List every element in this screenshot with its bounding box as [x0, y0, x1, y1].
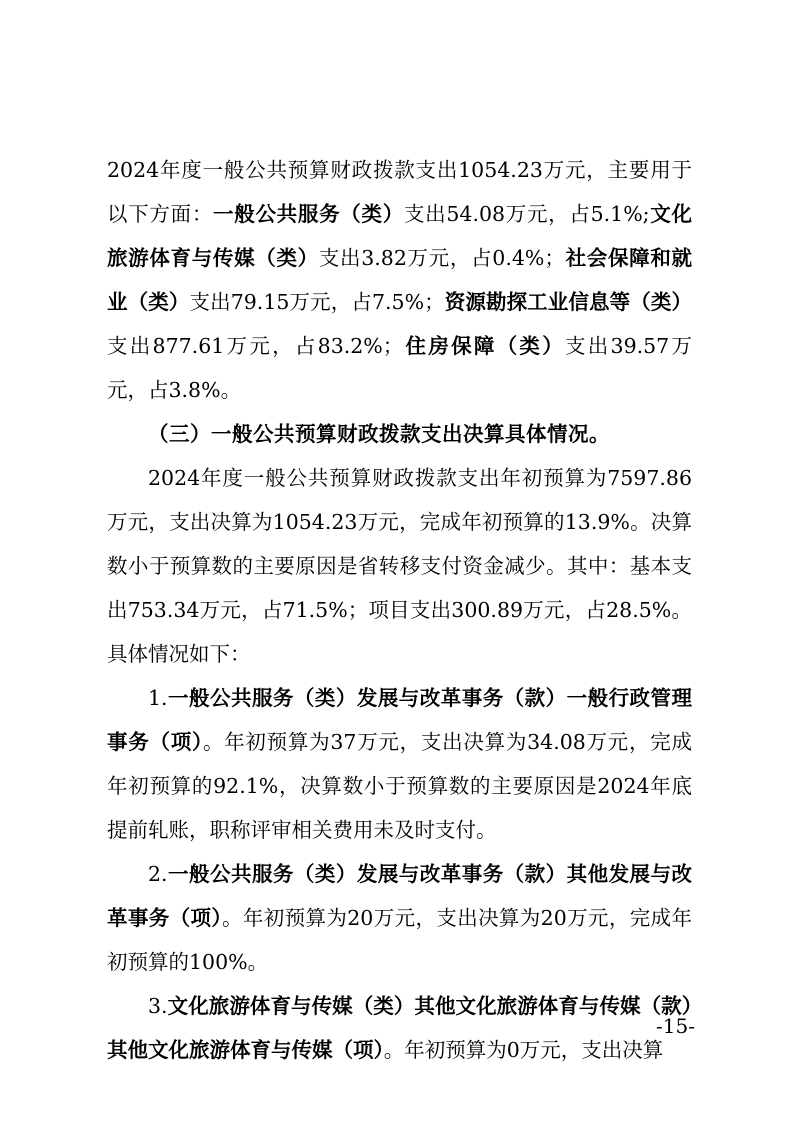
list-item-2 — [107, 852, 692, 984]
bold-category: 资源勘探工业信息等（类） — [444, 290, 693, 314]
list-item-3 — [107, 984, 692, 1072]
text-span: 支出39.57万元，占3.8%。 — [107, 334, 692, 402]
text-span: 支出54.08万元，占5.1%; — [403, 202, 650, 226]
bold-category: 社会保障和就业（类） — [107, 246, 693, 314]
paragraph-expenditure-summary — [107, 148, 692, 412]
section-heading: （三）一般公共预算财政拨款支出决算具体情况。 — [148, 422, 610, 446]
item-text: 。年初预算为20万元，支出决算为20万元，完成年初预算的100%。 — [107, 906, 693, 974]
item-text: 。年初预算为37万元，支出决算为34.08万元，完成年初预算的92.1%，决算数小于预算数的主要原因是2024年底提前轧账，职称评审相关费用未及时支付。 — [107, 730, 692, 842]
page-number: -15- — [656, 1014, 695, 1038]
bold-category: 一般公共服务（类） — [213, 202, 404, 226]
text-span: 支出3.82万元，占0.4%； — [318, 246, 565, 270]
item-number: 3. — [148, 994, 168, 1018]
list-item-1 — [107, 676, 692, 852]
item-title: 一般公共服务（类）发展与改革事务（款）一般行政管理事务（项） — [107, 686, 692, 754]
text-span: 2024年度一般公共预算财政拨款支出1054.23万元，主要用于以下方面： — [107, 158, 692, 226]
item-text: 。年初预算为0万元，支出决算 — [383, 1038, 664, 1062]
body-text — [107, 148, 692, 1072]
item-number: 1. — [148, 686, 168, 710]
text-span: 支出79.15万元，占7.5%； — [189, 290, 445, 314]
item-title: 文化旅游体育与传媒（类）其他文化旅游体育与传媒（款）其他文化旅游体育与传媒（项） — [107, 994, 692, 1062]
paragraph-budget-details: 2024年度一般公共预算财政拨款支出年初预算为7597.86万元，支出决算为1054.23万元，完成年初预算的13.9%。决算数小于预算数的主要原因是省转移支付资金减少。其中：基本支出753.34万元，占71.5%；项目支出300.89万元，占28.5%。具体情况如下： — [107, 466, 692, 666]
item-title: 一般公共服务（类）发展与改革事务（款）其他发展与改革事务（项） — [107, 862, 692, 930]
text-span: 支出877.61万元，占83.2%； — [107, 334, 404, 358]
item-number: 2. — [148, 862, 168, 886]
bold-category: 住房保障（类） — [403, 334, 565, 358]
bold-category: 文化旅游体育与传媒（类） — [107, 202, 692, 270]
